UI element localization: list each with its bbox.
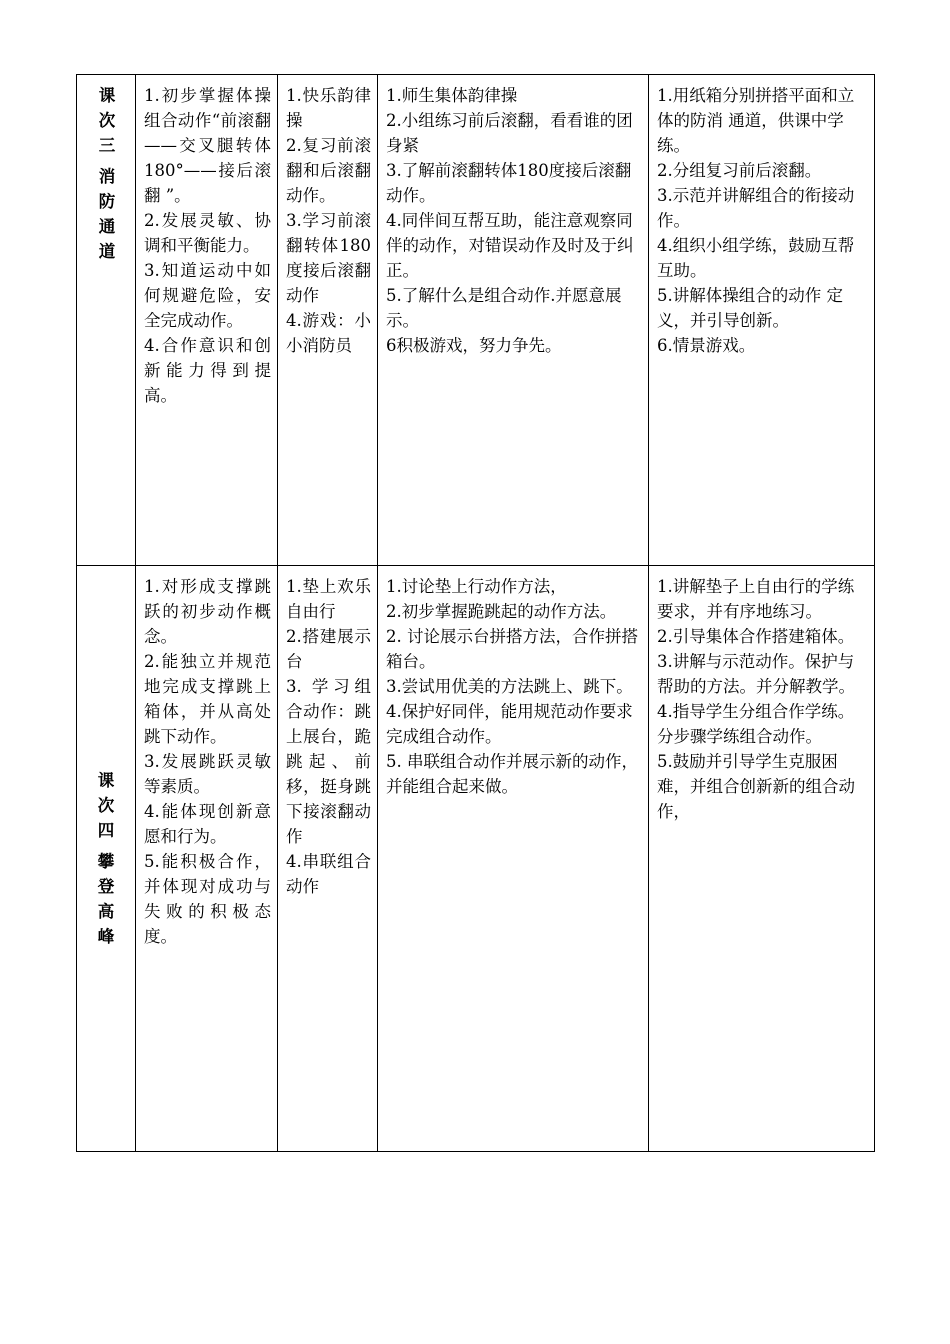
- teacher-item: 1.讲解垫子上自由行的学练要求，并有序地练习。: [657, 577, 855, 621]
- content-cell: [278, 75, 378, 566]
- goal-item: 3.知道运动中如何规避危险，安全完成动作。: [144, 261, 271, 330]
- content-item: 2.搭建展示台: [286, 627, 371, 671]
- content-item: 2.复习前滚翻和后滚翻动作。: [286, 136, 371, 205]
- student-item: 2. 讨论展示台拼搭方法，合作拼搭箱台。: [386, 627, 638, 671]
- teacher-item: 5.讲解体操组合的动作 定义，并引导创新。: [657, 286, 843, 330]
- lesson-label-char: 次: [97, 796, 115, 815]
- content-item: 4.串联组合动作: [286, 852, 371, 896]
- goal-item: 2.发展灵敏、协调和平衡能力。: [144, 211, 271, 255]
- lesson-title-char: 通: [98, 217, 116, 236]
- lesson-title-char: 高: [97, 902, 115, 921]
- goal-item: 3.发展跳跃灵敏等素质。: [144, 752, 271, 796]
- teacher-item: 6.情景游戏。: [657, 336, 756, 355]
- goal-item: 1.对形成支撑跳跃的初步动作概念。: [144, 577, 271, 646]
- content-item: 3.学习前滚翻转体180度接后滚翻动作: [286, 211, 371, 305]
- lesson-label-char: 四: [97, 821, 115, 840]
- student-item: 5. 串联组合动作并展示新的动作，并能组合起来做。: [386, 752, 638, 796]
- goal-item: 4.能体现创新意愿和行为。: [144, 802, 271, 846]
- goals-cell: [136, 75, 278, 566]
- lesson-title-char: 防: [98, 192, 116, 211]
- lesson-title-char: 道: [98, 242, 116, 261]
- teacher-item: 5.鼓励并引导学生克服困难，并组合创新新的组合动作，: [657, 752, 855, 821]
- lesson-cell: [77, 75, 136, 566]
- teacher-item: 1.用纸箱分别拼搭平面和立体的防消 通道，供课中学练。: [657, 86, 855, 155]
- student-item: 5.了解什么是组合动作.并愿意展示。: [386, 286, 622, 330]
- lesson-cell: [77, 566, 136, 1152]
- content-item: 1.快乐韵律操: [286, 86, 371, 130]
- goal-item: 4.合作意识和创新能力得到提高。: [144, 336, 271, 405]
- lesson-title-char: 峰: [97, 927, 115, 946]
- lesson-title-char: 消: [98, 167, 116, 186]
- student-item: 1.师生集体韵律操: [386, 86, 518, 105]
- student-item: 2.小组练习前后滚翻，看看谁的团身紧: [386, 111, 633, 155]
- student-activity-cell: [378, 566, 649, 1152]
- goals-cell: [136, 566, 278, 1152]
- teacher-activity-cell: [649, 566, 875, 1152]
- student-item: 3.了解前滚翻转体180度接后滚翻动作。: [386, 161, 632, 205]
- teacher-item: 3.讲解与示范动作。保护与帮助的方法。并分解教学。: [657, 652, 855, 696]
- lesson-title-char: 登: [97, 877, 115, 896]
- content-item: 4.游戏：小小消防员: [286, 311, 371, 355]
- goal-item: 2.能独立并规范地完成支撑跳上箱体，并从高处跳下动作。: [144, 652, 271, 746]
- teacher-item: 3.示范并讲解组合的衔接动作。: [657, 186, 855, 230]
- student-item: 6积极游戏，努力争先。: [386, 336, 562, 355]
- content-cell: [278, 566, 378, 1152]
- table-row: [77, 75, 875, 566]
- lesson-label-char: 三: [98, 136, 116, 155]
- student-item: 4.保护好同伴，能用规范动作要求完成组合动作。: [386, 702, 633, 746]
- lesson-label-char: 课: [98, 86, 116, 105]
- teacher-item: 2.引导集体合作搭建箱体。: [657, 627, 855, 646]
- goal-item: 5.能积极合作，并体现对成功与失败的积极态度。: [144, 852, 271, 946]
- teacher-item: 4.指导学生分组合作学练。分步骤学练组合动作。: [657, 702, 855, 746]
- lesson-label-char: 次: [98, 111, 116, 130]
- student-item: 4.同伴间互帮互助，能注意观察同伴的动作，对错误动作及时及于纠正。: [386, 211, 634, 280]
- content-item: 1.垫上欢乐自由行: [286, 577, 371, 621]
- teacher-item: 4.组织小组学练，鼓励互帮互助。: [657, 236, 855, 280]
- student-item: 1.讨论垫上行动作方法，: [386, 577, 567, 596]
- student-item: 3.尝试用优美的方法跳上、跳下。: [386, 677, 633, 696]
- student-item: 2.初步掌握跪跳起的动作方法。: [386, 602, 617, 621]
- teacher-item: 2.分组复习前后滚翻。: [657, 161, 822, 180]
- content-item: 3. 学习组合动作：跳上展台，跪跳起、前移，挺身跳下接滚翻动作: [286, 677, 371, 846]
- table-row: [77, 566, 875, 1152]
- teacher-activity-cell: [649, 75, 875, 566]
- student-activity-cell: [378, 75, 649, 566]
- goal-item: 1.初步掌握体操组合动作“前滚翻——交叉腿转体180°——接后滚翻 ”。: [144, 86, 271, 205]
- lesson-label-char: 课: [97, 771, 115, 790]
- lesson-plan-table: [76, 74, 875, 1152]
- lesson-title-char: 攀: [97, 852, 115, 871]
